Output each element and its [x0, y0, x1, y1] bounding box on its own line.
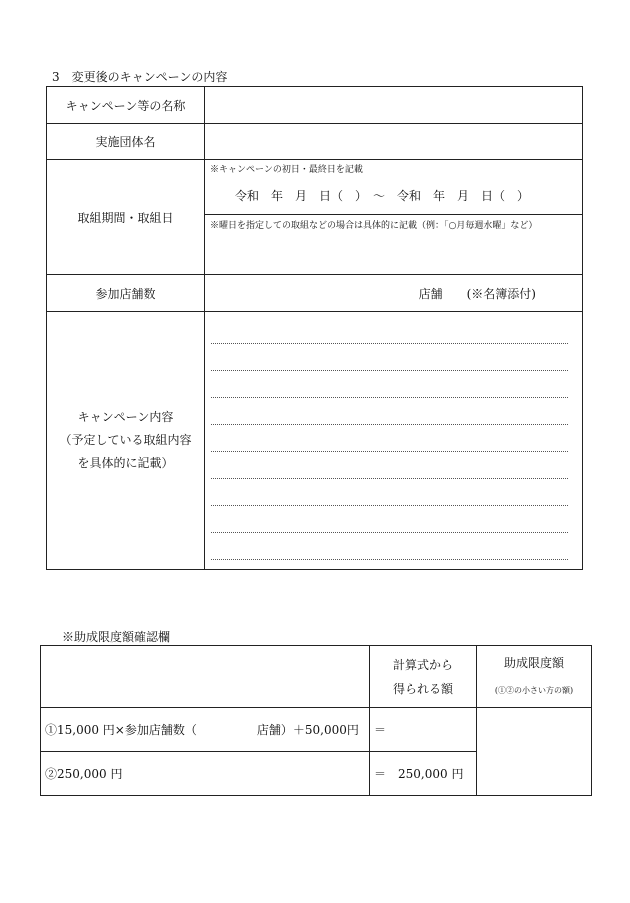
campaign-name-row: [47, 87, 583, 124]
limit-header-note: (①②の小さい方の額): [494, 685, 574, 695]
content-label-line2: （予定している取組内容: [59, 433, 192, 447]
dotted-line: [211, 370, 568, 371]
limit-heading: ※助成限度額確認欄: [62, 630, 171, 644]
stores-field[interactable]: 店舗 (※名簿添付): [205, 275, 583, 312]
formula-header-line2: 得られる額: [392, 681, 453, 696]
limit-amount-field[interactable]: [477, 708, 592, 796]
period-note: ※キャンペーンの初日・最終日を記載: [210, 165, 363, 175]
dotted-line: [211, 343, 568, 344]
stores-row: [47, 275, 583, 312]
content-label: [47, 312, 205, 570]
dotted-line: [211, 478, 568, 479]
dotted-line: [211, 397, 568, 398]
content-label-line3: を具体的に記載）: [77, 456, 174, 470]
period-field[interactable]: [205, 160, 583, 275]
dotted-line: [211, 505, 568, 506]
period-date-line: 令和 年 月 日（ ） ～ 令和 年 月 日（ ）: [235, 189, 530, 203]
period-weekday-note: ※曜日を指定しての取組などの場合は具体的に記載（例：「○月毎週水曜」など）: [210, 221, 538, 231]
dotted-line: [211, 559, 568, 560]
period-label: 取組期間・取組日: [47, 160, 205, 275]
dotted-line: [211, 424, 568, 425]
dotted-line: [211, 451, 568, 452]
organizer-field[interactable]: [205, 124, 583, 160]
limit-header-title: 助成限度額: [503, 655, 564, 670]
section-heading: 3 変更後のキャンペーンの内容: [52, 70, 228, 84]
formula-result-header: [370, 646, 477, 708]
campaign-form-table: [46, 86, 583, 570]
campaign-name-field[interactable]: [205, 87, 583, 124]
row1-result[interactable]: ＝: [370, 708, 477, 752]
content-field[interactable]: [205, 312, 583, 570]
dotted-line: [211, 532, 568, 533]
row1-formula: ①15,000 円×参加店舗数（ 店舗）＋50,000円: [41, 708, 370, 752]
row2-formula: ②250,000 円: [41, 752, 370, 796]
organizer-row: [47, 124, 583, 160]
row2-result: ＝ 250,000 円: [370, 752, 477, 796]
organizer-label: 実施団体名: [47, 124, 205, 160]
limit-table: [40, 645, 592, 796]
limit-header-row: [41, 646, 592, 708]
campaign-name-label: キャンペーン等の名称: [47, 87, 205, 124]
content-label-line1: キャンペーン内容: [77, 410, 174, 424]
limit-amount-header: [477, 646, 592, 708]
stores-label: 参加店舗数: [47, 275, 205, 312]
limit-row-1: [41, 708, 592, 752]
formula-header-line1: 計算式から: [392, 657, 453, 672]
period-row: [47, 160, 583, 275]
content-row: [47, 312, 583, 570]
limit-header-blank: [41, 646, 370, 708]
period-divider: [205, 214, 582, 215]
